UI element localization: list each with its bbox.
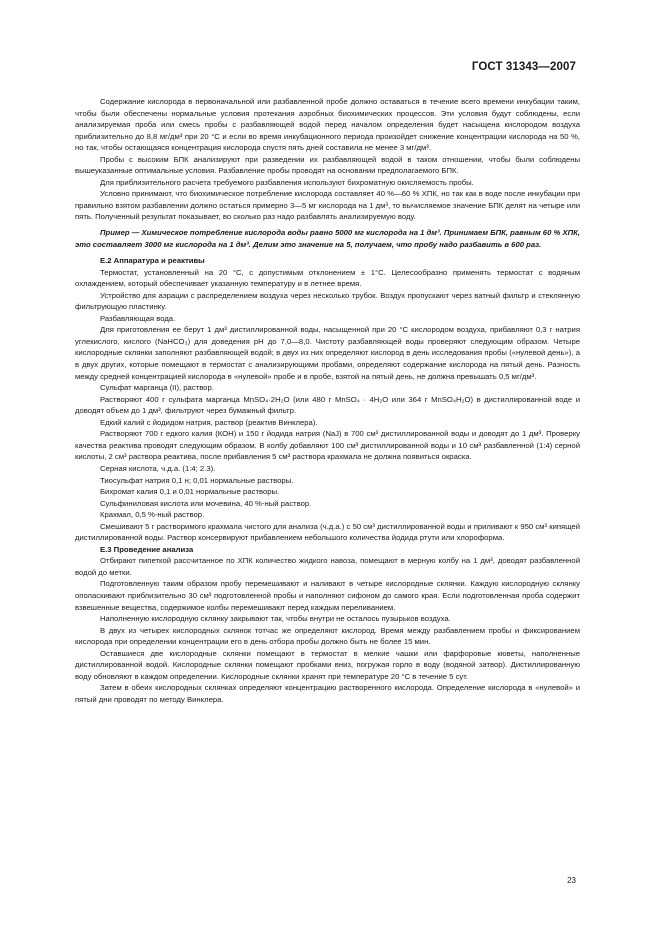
paragraph: Растворяют 400 г сульфата марганца MnSO₄·2H₂O (или 480 г MnSO₄ · 4H₂O или 364 г MnSO₄H₂O) в дистиллированной воде и доводят объем до 1 дм³, фильтруют через бумажный фильтр. bbox=[75, 394, 580, 416]
paragraph: Сульфат марганца (II), раствор. bbox=[100, 383, 214, 393]
paragraph: Для приблизительного расчета требуемого разбавления используют бихроматную окисляемость пробы. bbox=[100, 177, 474, 187]
paragraph: Смешивают 5 г растворимого крахмала чистого для анализа (ч.д.а.) с 50 см³ дистиллированной воды и приливают к 950 см³ кипящей дистиллированной воды. Раствор консервируют прибавлением небольшого количества йодида ртути или хлороформа. bbox=[75, 521, 580, 543]
standard-header: ГОСТ 31343—2007 bbox=[471, 61, 576, 73]
section-heading-e2: Е.2 Аппаратура и реактивы bbox=[100, 256, 205, 266]
paragraph: Серная кислота, ч.д.а. (1:4; 2.3). bbox=[100, 463, 216, 473]
paragraph: Разбавляющая вода. bbox=[100, 313, 176, 323]
paragraph: Условно принимают, что биохимическое потребление кислорода составляет 40 %—60 % ХПК, но так как в воде после инкубации при правильно взятом разбавлении должно остаться примерно 3—5 мг кислорода на 1 дм³, то вычисляемое значение БПК делят на четыре или пять. Полученный результат показывает, во сколько раз надо разбавлять анализируемую воду. bbox=[75, 189, 580, 222]
paragraph: Бихромат калия 0,1 и 0,01 нормальные растворы. bbox=[100, 487, 280, 497]
paragraph: Наполненную кислородную склянку закрывают так, чтобы внутри не осталось пузырьков воздуха. bbox=[100, 614, 451, 624]
paragraph: Крахмал, 0,5 %-ный раствор. bbox=[100, 510, 205, 520]
paragraph: Оставшиеся две кислородные склянки помещают в термостат в мелкие чашки или фарфоровые кюветы, наполненные дистиллированной водой. Кислородные склянки помещают пробками вниз, погружая горло в воду (водяной затвор). Дистиллированную воду обновляют в каждом определении. Кислородные склянки хранят при температуре 20 °С в течение 5 сут. bbox=[75, 648, 580, 681]
paragraph: Подготовленную таким образом пробу перемешивают и наливают в четыре кислородные склянки. Каждую кислородную склянку ополаскивают приблизительно 30 см³ подготовленной пробы и наполняют сифоном до самого края. Если подготовленная проба содержит взвешенные вещества, содержимое колбы перемешивают перед каждым переливанием. bbox=[75, 579, 580, 612]
paragraph: Термостат, установленный на 20 °С, с допустимым отклонением ± 1°С. Целесообразно применять термостат с водяным охлаждением, который обеспечивает указанную температуру и в летнее время. bbox=[75, 267, 580, 289]
page-number: 23 bbox=[567, 876, 576, 885]
section-heading-e3: Е.3 Проведение анализа bbox=[100, 544, 194, 554]
paragraph: В двух из четырех кислородных склянок тотчас же определяют кислород. Время между разбавлением пробы и фиксированием кислорода при определении концентрации его в день отбора пробы должно быть не более 15 мин. bbox=[75, 625, 580, 647]
paragraph: Содержание кислорода в первоначальной или разбавленной пробе должно оставаться в течение всего времени инкубации таким, чтобы были обеспечены нормальные условия протекания аэробных биохимических процессов. Эти условия будут соблюдены, если анализируемая проба или смесь пробы с разбавляющей водой перед началом определения будет насыщена кислородом воздуха приблизительно до 8,8 мг/дм³ при 20 °С и если во время инкубационного периода произойдет снижение концентрации кислорода на 50 %, но так, чтобы остающаяся концентрация кислорода спустя пять дней составила не менее 3 мг/дм³. bbox=[75, 97, 580, 153]
paragraph: Растворяют 700 г едкого калия (КОН) и 150 г йодида натрия (NaJ) в 700 см³ дистиллированной воды и доводят до 1 дм³. Проверку качества реактива проводят следующим образом. В колбу добавляют 100 см³ дистиллированной воды и 10 см³ разбавленной (1:4) серной кислоты, 2 см³ раствора реактива, после прибавления 5 см³ раствора крахмала не должна появиться окраска. bbox=[75, 429, 580, 462]
paragraph: Устройство для аэрации с распределением воздуха через несколько трубок. Воздух пропускают через ватный фильтр и стеклянную фильтрующую пластинку. bbox=[75, 290, 580, 312]
document-body bbox=[75, 96, 580, 705]
paragraph: Тиосульфат натрия 0,1 н; 0,01 нормальные растворы. bbox=[100, 475, 294, 485]
example-paragraph: Пример — Химическое потребление кислорода воды равно 5000 мг кислорода на 1 дм³. Принимаем БПК, равным 60 % ХПК, это составляет 3000 мг кислорода на 1 дм³. Делим это значение на 5, получаем, что пробу надо разбавить в 600 раз. bbox=[75, 228, 580, 249]
paragraph: Едкий калий с йодидом натрия, раствор (реактив Винклера). bbox=[100, 417, 318, 427]
paragraph: Затем в обеих кислородных склянках определяют концентрацию растворенного кислорода. Определение кислорода в «нулевой» и пятый дни проводят по методу Винклера. bbox=[75, 683, 580, 704]
paragraph: Пробы с высоким БПК анализируют при разведении их разбавляющей водой в таком отношении, чтобы были соблюдены вышеуказанные оптимальные условия. Разбавление пробы проводят на основании предполагаемого БПК. bbox=[75, 154, 580, 176]
paragraph: Для приготовления ее берут 1 дм³ дистиллированной воды, насыщенной при 20 °С кислородом воздуха, прибавляют 0,3 г натрия углекислого, кислого (NaHCO₃) для доведения рН до 7,0—8,0. Чистоту разбавляющей воды проверяют следующим образом. Четыре кислородные склянки заполняют разбавляющей водой; в двух из них определяют кислород в день исследования пробы («нулевой день»), а в двух других, которые помещают в термостат с анализирующими пробами, определяют содержание кислорода на пятый день. Разность между средней концентрацией кислорода в «нулевой» пробе и в пробе, взятой на пятый день, не должна превышать 0,5 мг/дм³. bbox=[75, 325, 580, 381]
paragraph: Сульфиниловая кислота или мочевина, 40 %-ный раствор. bbox=[100, 498, 312, 508]
paragraph: Отбирают пипеткой рассчитанное по ХПК количество жидкого навоза, помещают в мерную колбу на 1 дм³, доводят разбавленной водой до метки. bbox=[75, 556, 580, 577]
